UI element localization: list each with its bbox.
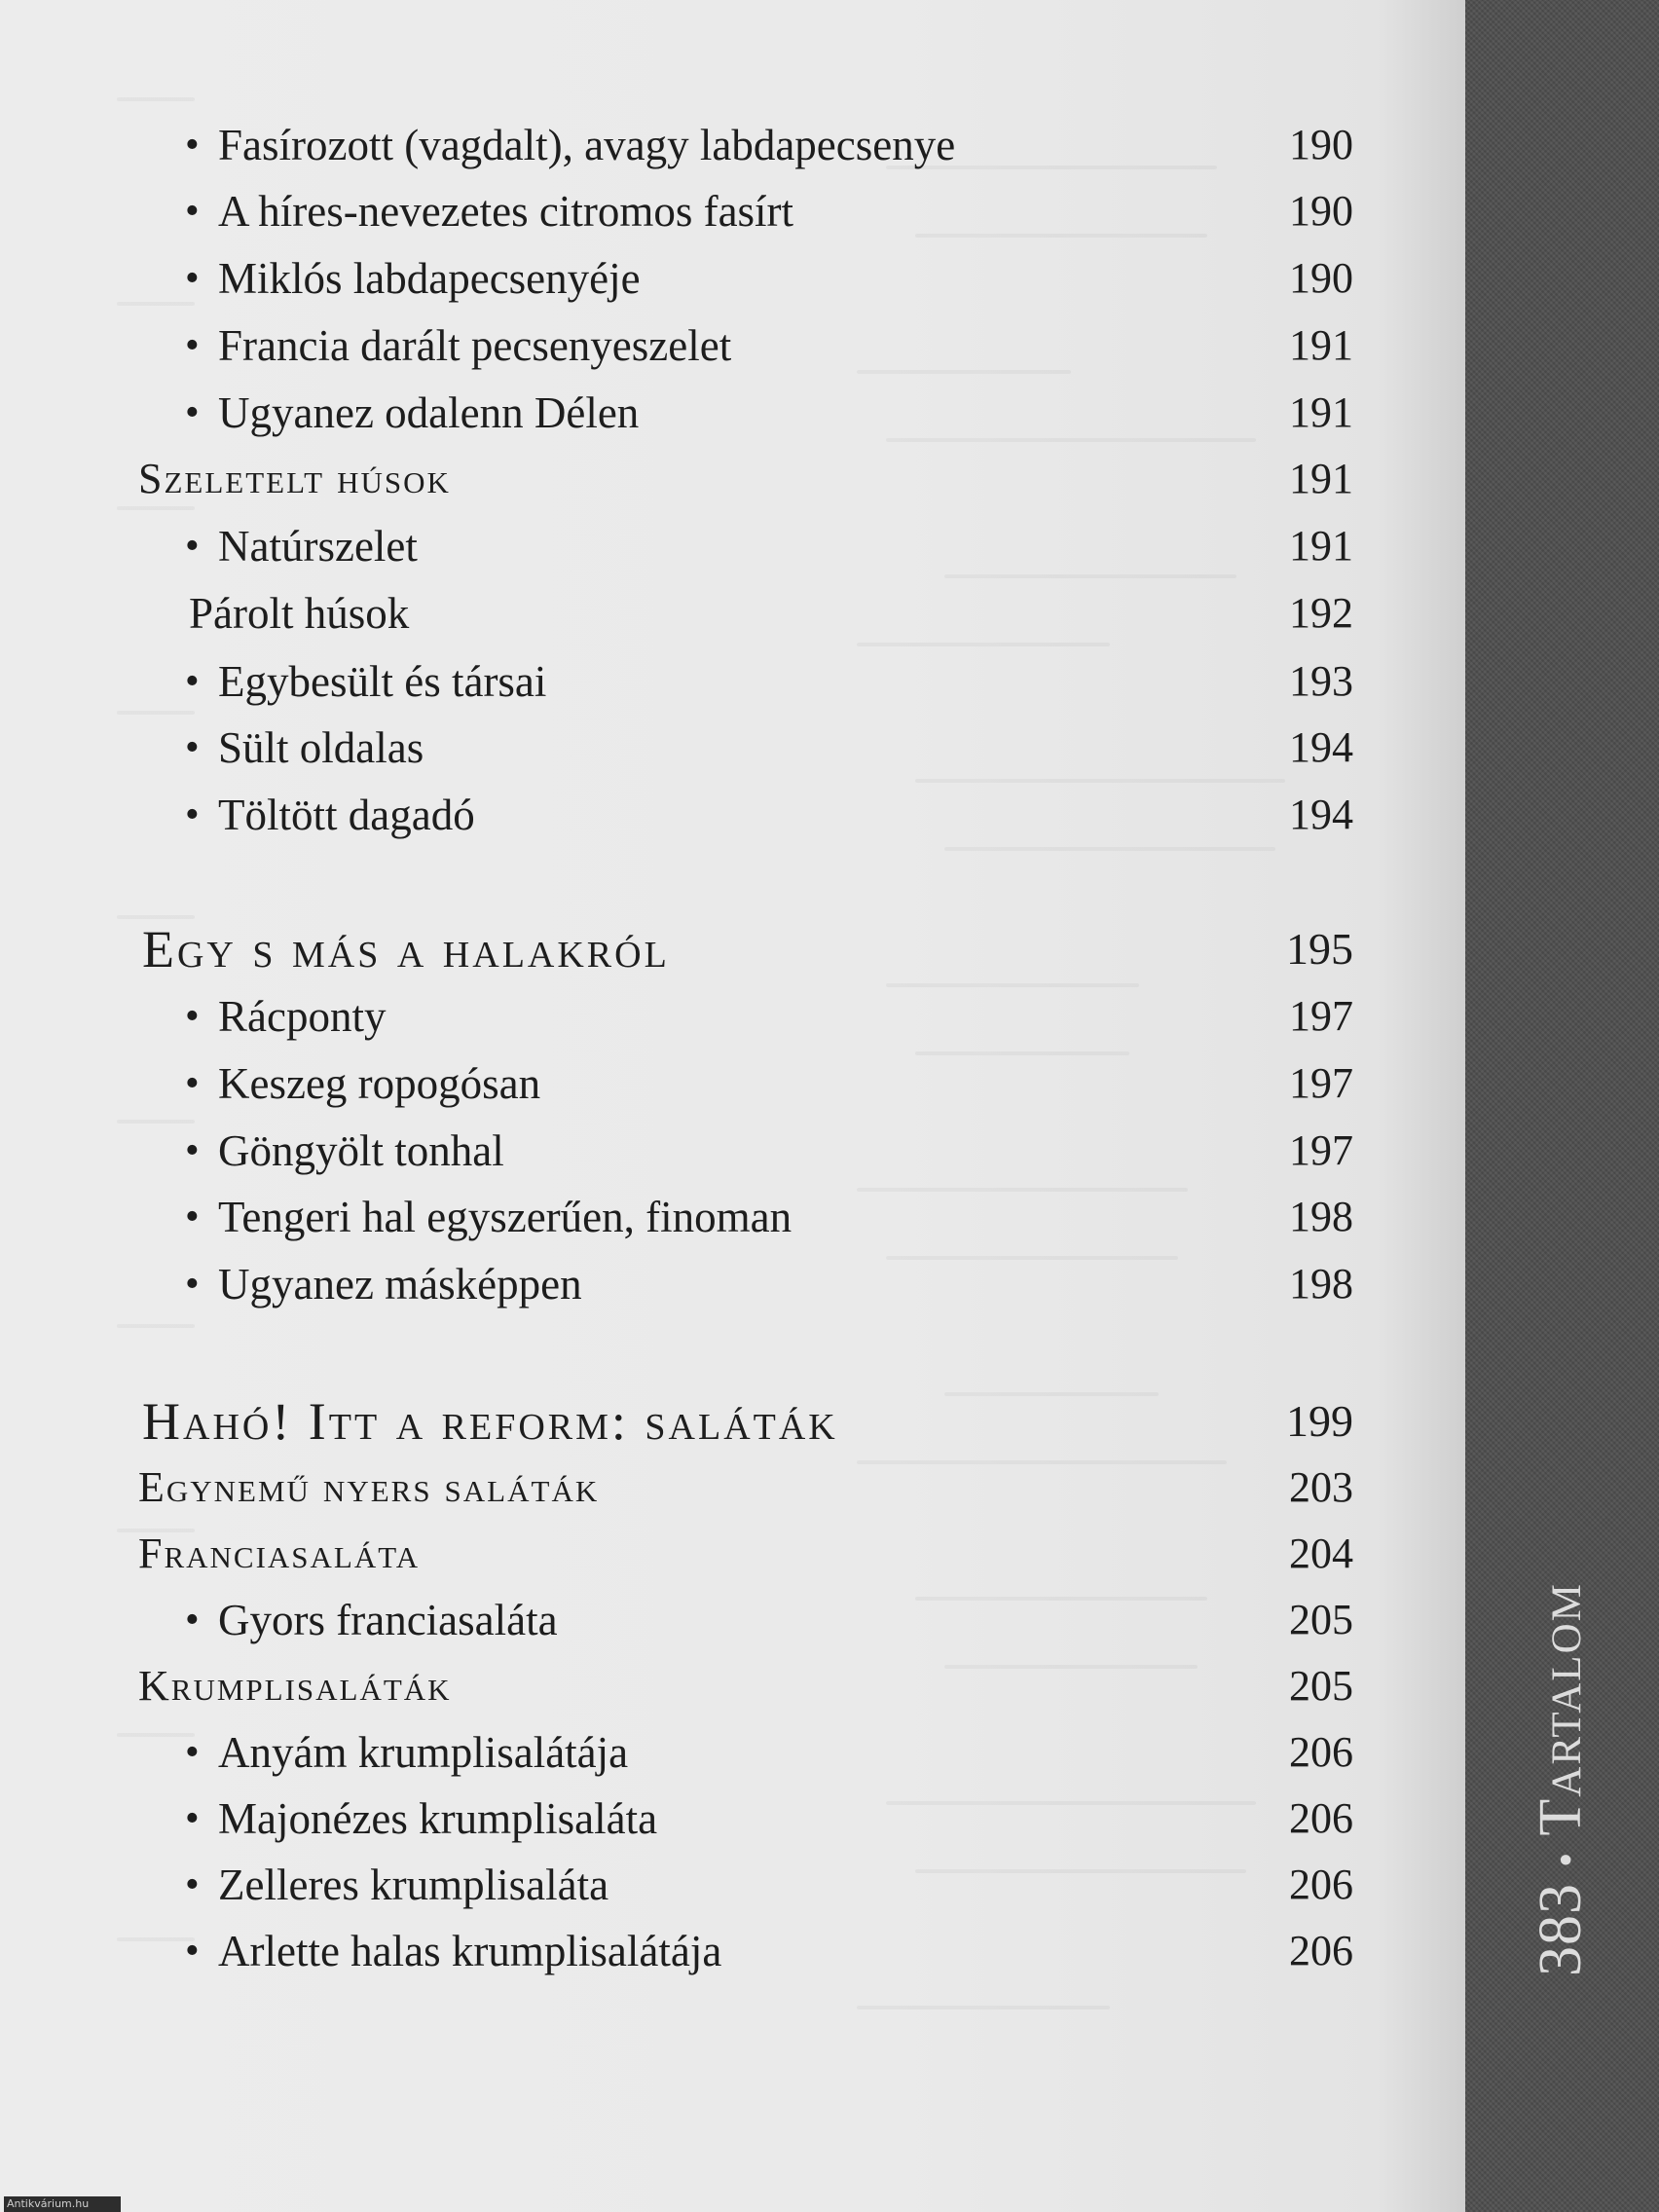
bullet-icon: • — [185, 1862, 200, 1907]
bullet-icon: • — [185, 1929, 200, 1973]
toc-entry — [0, 381, 1353, 445]
toc-entry — [0, 313, 1353, 378]
toc-page-number: 205 — [1289, 1596, 1353, 1643]
watermark-label: Antikvárium.hu — [4, 2196, 121, 2212]
toc-entry-title: Hahó! Itt a reform: saláták — [142, 1392, 838, 1451]
toc-entry — [0, 1720, 1353, 1785]
toc-entry-title: Egynemű nyers saláták — [138, 1463, 600, 1511]
show-through-smudge — [117, 97, 195, 101]
toc-page-number: 194 — [1289, 791, 1353, 838]
toc-page-number: 193 — [1289, 657, 1353, 705]
toc-entry-title: Szeletelt húsok — [138, 455, 451, 502]
bullet-icon: • — [185, 1195, 200, 1239]
toc-entry-title: Tengeri hal egyszerűen, finoman — [218, 1193, 793, 1241]
bullet-icon: • — [185, 1598, 200, 1642]
toc-entry — [0, 1787, 1353, 1851]
toc-entry-title: A híres-nevezetes citromos fasírt — [218, 187, 794, 236]
toc-entry-title: Ugyanez odalenn Délen — [218, 388, 640, 437]
spine-separator: • — [1542, 1851, 1590, 1867]
bullet-icon: • — [185, 659, 200, 704]
running-head-title: Tartalom — [1528, 1582, 1594, 1836]
toc-page-number: 198 — [1289, 1193, 1353, 1240]
bullet-icon: • — [185, 123, 200, 167]
toc-entry-title: Keszeg ropogósan — [218, 1059, 541, 1108]
toc-page-number: 204 — [1289, 1530, 1353, 1577]
toc-entry-title: Göngyölt tonhal — [218, 1126, 504, 1175]
toc-page-number: 190 — [1289, 254, 1353, 302]
toc-page-number: 191 — [1289, 388, 1353, 436]
toc-page-number: 192 — [1289, 589, 1353, 637]
toc-entry-title: Egybesült és társai — [218, 657, 547, 706]
toc-entry-title: Egy s más a halakról — [142, 920, 670, 978]
toc-entry-title: Majonézes krumplisaláta — [218, 1794, 658, 1843]
toc-entry — [0, 1919, 1353, 1983]
toc-entry-title: Fasírozott (vagdalt), avagy labdapecsenye — [218, 121, 956, 169]
bullet-icon: • — [185, 189, 200, 234]
toc-entry-title: Natúrszelet — [218, 522, 418, 571]
toc-entry-title: Zelleres krumplisaláta — [218, 1861, 609, 1909]
toc-page-number: 206 — [1289, 1728, 1353, 1776]
toc-entry-title: Anyám krumplisalátája — [218, 1728, 629, 1777]
bullet-icon: • — [185, 793, 200, 837]
bullet-icon: • — [185, 1262, 200, 1307]
bullet-icon: • — [185, 725, 200, 770]
toc-page-number: 197 — [1289, 1126, 1353, 1174]
toc-entry-title: Ugyanez másképpen — [218, 1260, 582, 1309]
toc-entry — [0, 179, 1353, 243]
toc-entry-title: Krumplisaláták — [138, 1662, 452, 1710]
toc-entry — [0, 649, 1353, 714]
toc-entry — [0, 1185, 1353, 1249]
toc-page-number: 206 — [1289, 1927, 1353, 1974]
toc-entry — [0, 1588, 1353, 1652]
toc-entry — [0, 514, 1353, 578]
toc-entry — [0, 113, 1353, 177]
toc-entry — [0, 1252, 1353, 1316]
toc-page-number: 194 — [1289, 723, 1353, 771]
toc-page-number: 195 — [1286, 924, 1353, 974]
show-through-smudge — [944, 847, 1275, 851]
toc-entry — [0, 984, 1353, 1049]
toc-entry-title: Sült oldalas — [218, 723, 424, 772]
toc-entry — [0, 783, 1353, 847]
page-number: 383 — [1528, 1883, 1594, 1976]
toc-section-heading — [0, 1456, 1353, 1520]
toc-entry — [0, 246, 1353, 311]
bullet-icon: • — [185, 1730, 200, 1775]
toc-page-number: 206 — [1289, 1861, 1353, 1908]
spine-label — [1527, 1582, 1596, 1976]
bullet-icon: • — [185, 323, 200, 368]
bullet-icon: • — [185, 256, 200, 301]
toc-entry-title: Miklós labdapecsenyéje — [218, 254, 641, 303]
toc-entry — [0, 716, 1353, 780]
toc-page-number: 191 — [1289, 321, 1353, 369]
toc-chapter-heading — [0, 1389, 1353, 1454]
toc-page-number: 190 — [1289, 187, 1353, 235]
toc-section-heading — [0, 1522, 1353, 1586]
toc-entry-title: Franciasaláta — [138, 1530, 421, 1577]
toc-entry — [0, 581, 1353, 645]
bullet-icon: • — [185, 1061, 200, 1106]
toc-entry — [0, 1119, 1353, 1183]
toc-entry — [0, 1051, 1353, 1116]
toc-page-number: 199 — [1286, 1396, 1353, 1446]
toc-entry-title: Francia darált pecsenyeszelet — [218, 321, 732, 370]
toc-page-number: 203 — [1289, 1463, 1353, 1511]
toc-entry-title: Gyors franciasaláta — [218, 1596, 558, 1644]
toc-page-number: 197 — [1289, 1059, 1353, 1107]
show-through-smudge — [117, 1324, 195, 1328]
toc-page-number: 205 — [1289, 1662, 1353, 1710]
toc-page-number: 191 — [1289, 522, 1353, 570]
bullet-icon: • — [185, 524, 200, 569]
toc-page-number: 197 — [1289, 992, 1353, 1040]
bullet-icon: • — [185, 1796, 200, 1841]
toc-entry-title: Töltött dagadó — [218, 791, 475, 839]
toc-page-number: 191 — [1289, 455, 1353, 502]
toc-section-heading — [0, 447, 1353, 511]
toc-chapter-heading — [0, 917, 1353, 981]
toc-section-heading — [0, 1654, 1353, 1718]
bullet-icon: • — [185, 994, 200, 1039]
toc-entry-title: Arlette halas krumplisalátája — [218, 1927, 722, 1975]
toc-entry — [0, 1853, 1353, 1917]
toc-entry-title: Párolt húsok — [189, 589, 410, 638]
toc-entry-title: Rácponty — [218, 992, 387, 1041]
bullet-icon: • — [185, 390, 200, 435]
toc-page-number: 190 — [1289, 121, 1353, 168]
toc-page-number: 206 — [1289, 1794, 1353, 1842]
bullet-icon: • — [185, 1128, 200, 1173]
show-through-smudge — [857, 2006, 1110, 2009]
toc-page-number: 198 — [1289, 1260, 1353, 1308]
